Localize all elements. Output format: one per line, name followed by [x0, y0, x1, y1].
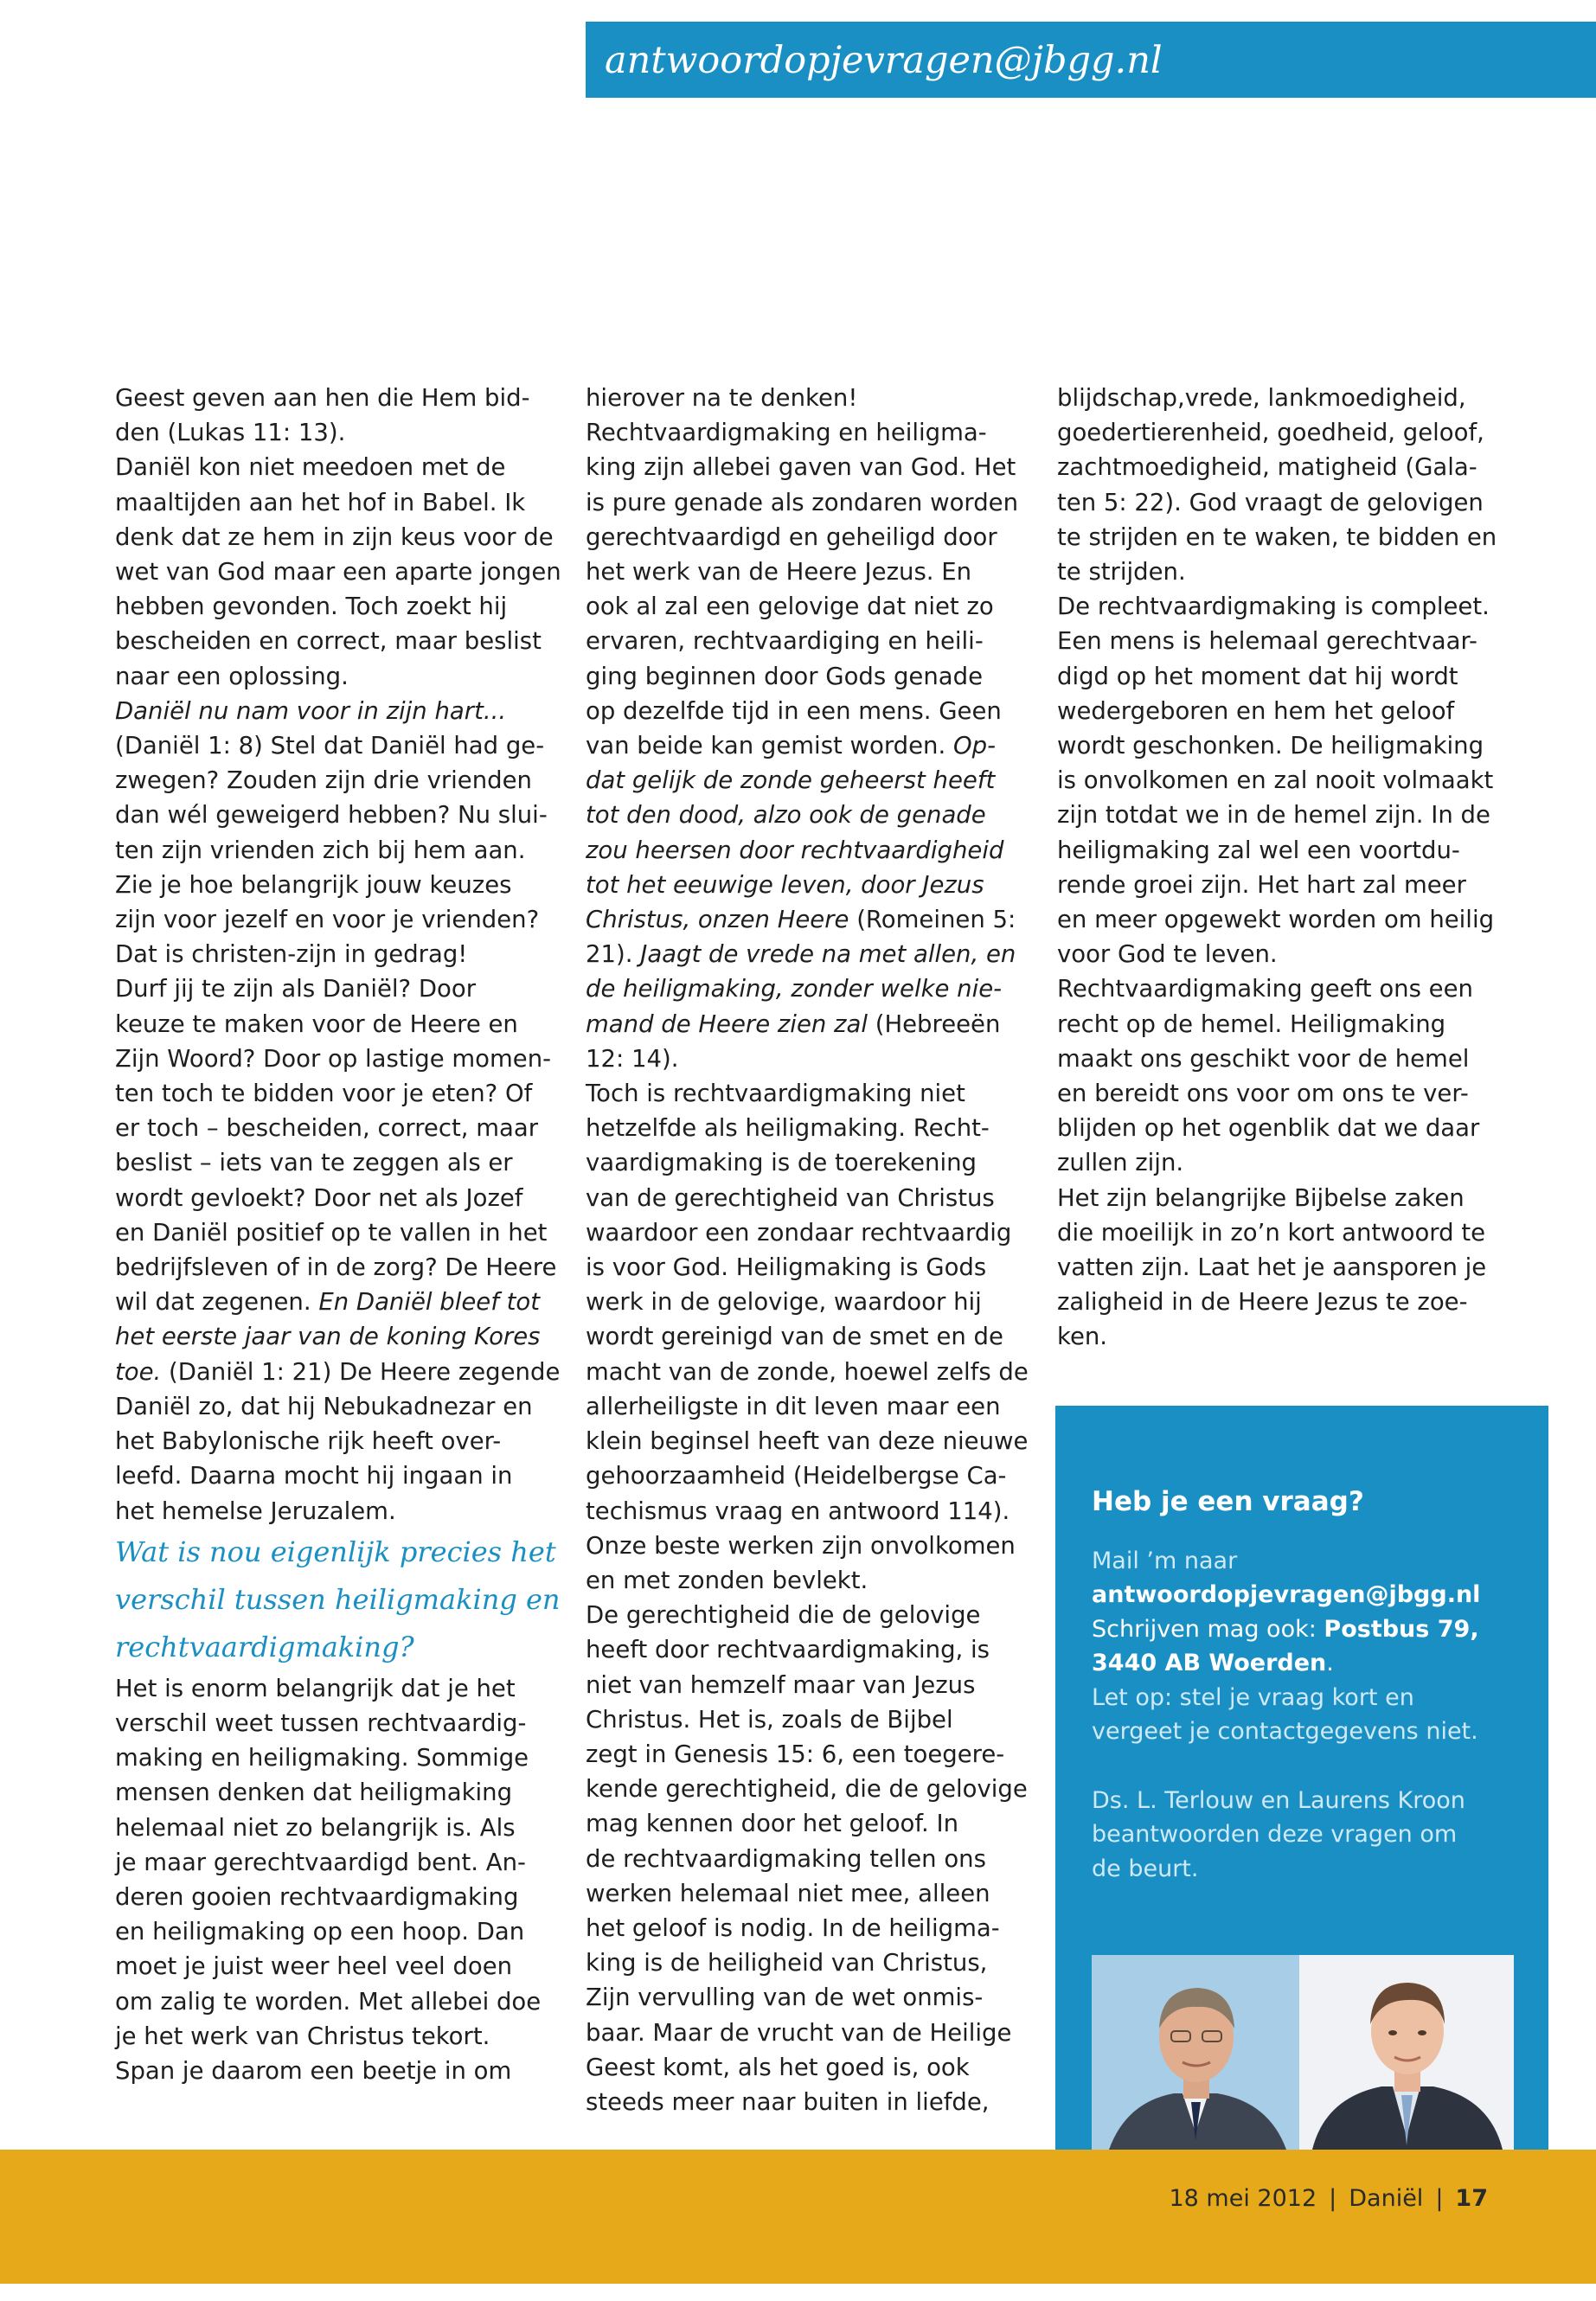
text-line: heiligmaking zal wel een voortdu- [1057, 836, 1460, 864]
text-line: ging beginnen door Gods genade [586, 662, 983, 690]
text-line: op dezelfde tijd in een mens. Geen [586, 696, 1002, 725]
text-line: zullen zijn. [1057, 1149, 1184, 1177]
text-line: Toch is rechtvaardigmaking niet [586, 1080, 965, 1108]
text-line: mensen denken dat heiligmaking [115, 1779, 513, 1807]
text-line: wordt geschonken. De heiligmaking [1057, 732, 1484, 760]
portrait-illustration [1299, 1955, 1514, 2150]
text-line: mag kennen door het geloof. In [586, 1810, 959, 1838]
text-line: hetzelfde als heiligmaking. Recht- [586, 1114, 990, 1143]
text-line: en meer opgewekt worden om heilig [1057, 906, 1495, 934]
text-line: Christus. Het is, zoals de Bijbel [586, 1705, 953, 1734]
text-line: leefd. Daarna mocht hij ingaan in [115, 1462, 513, 1490]
text-run: toe. [115, 1357, 162, 1386]
text-run: (Daniël 1: 21) De Heere zegende [161, 1357, 561, 1386]
text-line: macht van de zonde, hoewel zelfs de [586, 1357, 1029, 1386]
text-line: rechtvaardigmaking? [115, 1630, 414, 1663]
text-line: wet van God maar een aparte jongen [115, 558, 561, 586]
text-line: Het zijn belangrijke Bijbelse zaken [1057, 1183, 1465, 1212]
text-line: waardoor een zondaar rechtvaardig [586, 1218, 1012, 1247]
paragraph [1057, 381, 1497, 1355]
text-line: zijn totdat we in de hemel zijn. In de [1057, 801, 1490, 830]
text-line: ten 5: 22). God vraagt de gelovigen [1057, 488, 1484, 516]
text-line: ten zijn vrienden zich bij hem aan. [115, 836, 526, 864]
text-line: ken. [1057, 1323, 1108, 1351]
text-line: king is de heiligheid van Christus, [586, 1949, 988, 1977]
column-1 [115, 381, 561, 2088]
text-line [115, 1285, 539, 1319]
text-line: den (Lukas 11: 13). [115, 419, 346, 447]
text-line: gerechtvaardigd en geheiligd door [586, 522, 997, 551]
text-line: de heiligmaking, zonder welke nie- [586, 975, 1003, 1003]
author-photo-kroon [1299, 1955, 1514, 2150]
text-line [586, 937, 1016, 971]
text-line: vaardigmaking is de toerekening [586, 1149, 977, 1177]
text-line: dan wél geweigerd hebben? Nu slui- [115, 801, 548, 830]
sidebar-title: Heb je een vraag? [1092, 1486, 1364, 1517]
note-line: Let op: stel je vraag kort en [1092, 1683, 1414, 1711]
header-bar [586, 22, 1596, 98]
text-line: digd op het moment dat hij wordt [1057, 662, 1458, 690]
text-run: 21). [586, 940, 641, 969]
paragraph [115, 1671, 542, 2088]
text-line: recht op de hemel. Heiligmaking [1057, 1009, 1446, 1038]
text-run: mand de Heere zien zal [586, 1009, 868, 1038]
text-run: Jaagt de vrede na met allen, en [640, 940, 1016, 969]
write-intro: Schrijven mag ook: [1092, 1615, 1324, 1643]
text-line: ervaren, rechtvaardiging en heili- [586, 627, 984, 656]
text-line: zachtmoedigheid, matigheid (Gala- [1057, 453, 1477, 482]
text-line: allerheiligste in dit leven maar een [586, 1392, 1001, 1420]
text-line: beslist – iets van te zeggen als er [115, 1149, 513, 1177]
question-heading [115, 1529, 561, 1671]
question-sidebar [1055, 1406, 1548, 2150]
text-line: die moeilijk in zo’n kort antwoord te [1057, 1218, 1486, 1247]
text-line: verschil weet tussen rechtvaardig- [115, 1708, 527, 1737]
text-line: Onze beste werken zijn onvolkomen [586, 1531, 1016, 1560]
text-run: En Daniël bleef tot [318, 1288, 541, 1317]
text-line: bescheiden en correct, maar beslist [115, 627, 542, 656]
period: . [1326, 1650, 1334, 1676]
text-line: Zijn vervulling van de wet onmis- [586, 1984, 984, 2012]
text-line: bedrijfsleven of in de zorg? De Heere [115, 1253, 557, 1282]
text-line: baar. Maar de vrucht van de Heilige [586, 2018, 1012, 2047]
text-line [115, 1355, 561, 1389]
text-line: je maar gerechtvaardigd bent. An- [115, 1848, 526, 1876]
credit-line: beantwoorden deze vragen om [1092, 1821, 1458, 1848]
text-line: ten toch te bidden voor je eten? Of [115, 1080, 533, 1108]
text-line: wedergeboren en hem het geloof [1057, 696, 1455, 725]
footer-info [1169, 2185, 1488, 2212]
sidebar-content [1092, 1485, 1524, 1886]
text-line: Dat is christen-zijn in gedrag! [115, 940, 468, 969]
text-line: is voor God. Heiligmaking is Gods [586, 1253, 987, 1282]
text-line: Zie je hoe belangrijk jouw keuzes [115, 870, 512, 899]
text-line: rende groei zijn. Het hart zal meer [1057, 870, 1466, 899]
text-line: en Daniël positief op te vallen in het [115, 1218, 548, 1247]
text-line: voor God te leven. [1057, 940, 1278, 969]
text-line: het eerste jaar van de koning Kores [115, 1323, 541, 1351]
text-line: en met zonden bevlekt. [586, 1566, 869, 1594]
text-line: naar een oplossing. [115, 662, 349, 690]
text-line: en bereidt ons voor om ons te ver- [1057, 1080, 1469, 1108]
text-line: en heiligmaking op een hoop. Dan [115, 1918, 525, 1946]
text-line: wordt gevloekt? Door net als Jozef [115, 1183, 523, 1212]
text-line: het Babylonische rijk heeft over- [115, 1427, 502, 1456]
text-line: Geest komt, als het goed is, ook [586, 2053, 970, 2081]
text-line: 12: 14). [586, 1044, 679, 1073]
text-line: is onvolkomen en zal nooit volmaakt [1057, 766, 1494, 795]
text-line: vatten zijn. Laat het je aansporen je [1057, 1253, 1487, 1282]
postbus-text: Postbus 79, [1324, 1615, 1479, 1643]
text-run: Op- [952, 732, 997, 760]
text-line: Zijn Woord? Door op lastige momen- [115, 1044, 552, 1073]
text-line: making en heiligmaking. Sommige [115, 1744, 529, 1772]
text-line: Durf jij te zijn als Daniël? Door [115, 975, 477, 1003]
mail-intro: Mail ’m naar [1092, 1547, 1238, 1574]
text-run: (Romeinen 5: [849, 906, 1016, 934]
text-line: te strijden en te waken, te bidden en [1057, 522, 1497, 551]
text-line: Het is enorm belangrijk dat je het [115, 1674, 516, 1702]
text-line: steeds meer naar buiten in liefde, [586, 2087, 990, 2116]
text-line: helemaal niet zo belangrijk is. Als [115, 1813, 516, 1842]
header-email-title[interactable]: antwoordopjevragen@jbgg.nl [605, 39, 1163, 82]
page-number: 17 [1455, 2185, 1488, 2212]
text-line: Daniël zo, dat hij Nebukadnezar en [115, 1392, 533, 1420]
text-line: king zijn allebei gaven van God. Het [586, 453, 1016, 482]
text-line: blijdschap,vrede, lankmoedigheid, [1057, 384, 1466, 412]
text-line: zou heersen door rechtvaardigheid [586, 836, 1004, 864]
note-line: vergeet je contactgegevens niet. [1092, 1718, 1478, 1745]
text-line: je het werk van Christus tekort. [115, 2022, 490, 2050]
magazine-name: Daniël [1349, 2185, 1424, 2212]
text-line: Geest geven aan hen die Hem bid- [115, 384, 530, 412]
text-line: De rechtvaardigmaking is compleet. [1057, 593, 1490, 621]
text-line: maakt ons geschikt voor de hemel [1057, 1044, 1470, 1073]
text-line: gehoorzaamheid (Heidelbergse Ca- [586, 1462, 1007, 1490]
text-line: De gerechtigheid die de gelovige [586, 1601, 981, 1630]
text-line: verschil tussen heiligmaking en [115, 1582, 561, 1616]
text-line: zaligheid in de Heere Jezus te zoe- [1057, 1288, 1468, 1317]
text-line: maaltijden aan het hof in Babel. Ik [115, 488, 526, 516]
text-line: van de gerechtigheid van Christus [586, 1183, 995, 1212]
text-line: keuze te maken voor de Heere en [115, 1009, 518, 1038]
text-line: Daniël nu nam voor in zijn hart... [115, 696, 507, 725]
text-line: het hemelse Jeruzalem. [115, 1497, 396, 1525]
text-line: klein beginsel heeft van deze nieuwe [586, 1427, 1029, 1456]
text-line: goedertierenheid, goedheid, geloof, [1057, 419, 1484, 447]
text-line: hierover na te denken! [586, 384, 858, 412]
text-line: zwegen? Zouden zijn drie vrienden [115, 766, 532, 795]
author-photo-terlouw [1092, 1955, 1299, 2150]
separator: | [1329, 2185, 1337, 2212]
city-text: 3440 AB Woerden [1092, 1650, 1327, 1676]
text-line [586, 902, 1016, 937]
text-line: moet je juist weer heel veel doen [115, 1952, 513, 1981]
text-line: blijden op het ogenblik dat we daar [1057, 1114, 1480, 1143]
text-line: zijn voor jezelf en voor je vrienden? [115, 906, 540, 934]
text-line: kende gerechtigheid, die de gelovige [586, 1775, 1028, 1804]
text-line: Span je daarom een beetje in om [115, 2056, 512, 2085]
text-line: werken helemaal niet mee, alleen [586, 1879, 990, 1907]
text-line: om zalig te worden. Met allebei doe [115, 1987, 542, 2016]
text-line: Rechtvaardigmaking en heiligma- [586, 419, 987, 447]
text-line: de rechtvaardigmaking tellen ons [586, 1844, 986, 1873]
text-run: Christus, onzen Heere [586, 906, 849, 934]
text-line: denk dat ze hem in zijn keus voor de [115, 522, 554, 551]
text-line: niet van hemzelf maar van Jezus [586, 1670, 976, 1699]
text-line: hebben gevonden. Toch zoekt hij [115, 593, 508, 621]
column-3 [1057, 381, 1497, 1355]
paragraph [586, 381, 1029, 2119]
text-line: tot den dood, alzo ook de genade [586, 801, 986, 830]
separator: | [1435, 2185, 1444, 2212]
postal-line [1092, 1612, 1524, 1647]
text-line: Daniël kon niet meedoen met de [115, 453, 506, 482]
text-line: ook al zal een gelovige dat niet zo [586, 593, 994, 621]
text-line [586, 1007, 1010, 1042]
sidebar-email-link[interactable]: antwoordopjevragen@jbgg.nl [1092, 1581, 1481, 1608]
text-run: (Hebreeën [867, 1009, 1001, 1038]
text-line: werk in de gelovige, waardoor hij [586, 1288, 982, 1317]
text-line: Rechtvaardigmaking geeft ons een [1057, 975, 1473, 1003]
credit-line: de beurt. [1092, 1855, 1199, 1882]
text-line: (Daniël 1: 8) Stel dat Daniël had ge- [115, 732, 545, 760]
text-line: techismus vraag en antwoord 114). [586, 1497, 1010, 1525]
text-line: tot het eeuwige leven, door Jezus [586, 870, 984, 899]
spacer [1092, 1749, 1524, 1784]
text-line: zegt in Genesis 15: 6, een toegere- [586, 1740, 1005, 1768]
text-line: Wat is nou eigenlijk precies het [115, 1535, 556, 1568]
text-line: deren gooien rechtvaardigmaking [115, 1882, 519, 1911]
portrait-illustration [1092, 1955, 1299, 2150]
text-run: van beide kan gemist worden. [586, 732, 953, 760]
text-line: is pure genade als zondaren worden [586, 488, 1019, 516]
author-photos [1092, 1955, 1514, 2150]
text-line: heeft door rechtvaardigmaking, is [586, 1636, 990, 1664]
text-line: het geloof is nodig. In de heiligma- [586, 1913, 1000, 1942]
text-line [586, 728, 1010, 763]
paragraph [115, 381, 561, 1529]
footer-bar [0, 2150, 1596, 2284]
text-line: er toch – bescheiden, correct, maar [115, 1114, 539, 1143]
text-line: het werk van de Heere Jezus. En [586, 558, 972, 586]
issue-date: 18 mei 2012 [1169, 2185, 1317, 2212]
text-run: wil dat zegenen. [115, 1288, 319, 1317]
city-line [1092, 1646, 1524, 1681]
credit-line: Ds. L. Terlouw en Laurens Kroon [1092, 1786, 1465, 1814]
text-line: Een mens is helemaal gerechtvaar- [1057, 627, 1477, 656]
text-line: te strijden. [1057, 558, 1186, 586]
column-2 [586, 381, 1029, 2119]
text-line: dat gelijk de zonde geheerst heeft [586, 766, 996, 795]
text-line: wordt gereinigd van de smet en de [586, 1323, 1003, 1351]
